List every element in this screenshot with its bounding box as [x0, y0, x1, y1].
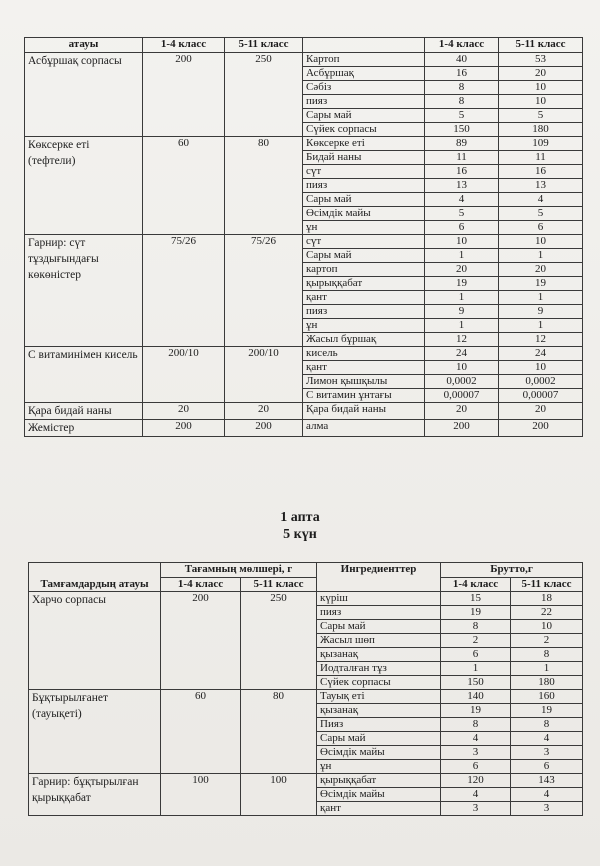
ingredient-1-4: 13 — [425, 179, 499, 193]
ingredient-name: пияз — [317, 606, 441, 620]
ingredient-1-4: 150 — [441, 676, 511, 690]
ingredient-name: қырыққабат — [303, 277, 425, 291]
header-1-4: 1-4 класс — [143, 38, 225, 53]
dish-amount-5-11: 200/10 — [225, 347, 303, 403]
ingredient-1-4: 1 — [425, 291, 499, 305]
ingredient-1-4: 8 — [425, 95, 499, 109]
ingredient-1-4: 16 — [425, 165, 499, 179]
ingredient-name: С витамин ұнтағы — [303, 389, 425, 403]
ingredient-name: Жасыл шөп — [317, 634, 441, 648]
ingredient-1-4: 24 — [425, 347, 499, 361]
ingredient-1-4: 150 — [425, 123, 499, 137]
ingredient-name: Сары май — [303, 249, 425, 263]
ingredient-5-11: 11 — [499, 151, 583, 165]
ingredient-5-11: 4 — [511, 788, 583, 802]
ingredient-name: пияз — [303, 179, 425, 193]
ingredient-5-11: 10 — [499, 235, 583, 249]
ingredient-name: картоп — [303, 263, 425, 277]
ingredient-5-11: 4 — [511, 732, 583, 746]
ingredient-5-11: 20 — [499, 67, 583, 81]
dish-amount-5-11: 75/26 — [225, 235, 303, 347]
dish-name: Гарнир: сүт тұздығындағы көкөністер — [25, 235, 143, 347]
ingredient-name: Тауық еті — [317, 690, 441, 704]
header-5-11: 5-11 класс — [225, 38, 303, 53]
ingredient-1-4: 5 — [425, 109, 499, 123]
dish-amount-1-4: 60 — [143, 137, 225, 235]
ingredient-1-4: 89 — [425, 137, 499, 151]
ingredient-1-4: 120 — [441, 774, 511, 788]
ingredient-5-11: 18 — [511, 592, 583, 606]
dish-name: Харчо сорпасы — [29, 592, 161, 690]
table-row — [25, 53, 583, 67]
ingredient-5-11: 109 — [499, 137, 583, 151]
ingredient-name: Асбұршақ — [303, 67, 425, 81]
table-row — [25, 347, 583, 361]
ingredient-name: Өсімдік майы — [317, 746, 441, 760]
ingredient-5-11: 1 — [499, 291, 583, 305]
ingredient-5-11: 2 — [511, 634, 583, 648]
ingredient-1-4: 0,00007 — [425, 389, 499, 403]
header-name: атауы — [25, 38, 143, 53]
header-brutto-5-11: 5-11 класс — [511, 577, 583, 592]
dish-amount-1-4: 200 — [143, 420, 225, 437]
ingredient-name: күріш — [317, 592, 441, 606]
header-5-11: 5-11 класс — [241, 577, 317, 592]
header-1-4: 1-4 класс — [161, 577, 241, 592]
ingredient-name: ұн — [303, 221, 425, 235]
dish-amount-5-11: 250 — [225, 53, 303, 137]
ingredient-name: Сары май — [303, 109, 425, 123]
dish-name: Бұқтырылғанет (тауықеті) — [29, 690, 161, 774]
dish-amount-5-11: 200 — [225, 420, 303, 437]
ingredient-5-11: 6 — [499, 221, 583, 235]
ingredient-5-11: 200 — [499, 420, 583, 437]
dish-amount-1-4: 20 — [143, 403, 225, 420]
ingredient-5-11: 143 — [511, 774, 583, 788]
ingredient-1-4: 11 — [425, 151, 499, 165]
ingredient-name: Сүйек сорпасы — [317, 676, 441, 690]
ingredient-5-11: 9 — [499, 305, 583, 319]
ingredient-5-11: 10 — [499, 95, 583, 109]
ingredient-name: кисель — [303, 347, 425, 361]
table-row — [29, 690, 583, 704]
ingredient-1-4: 3 — [441, 746, 511, 760]
dish-amount-5-11: 250 — [241, 592, 317, 690]
ingredient-5-11: 0,00007 — [499, 389, 583, 403]
ingredient-1-4: 20 — [425, 263, 499, 277]
ingredient-name: Өсімдік майы — [303, 207, 425, 221]
ingredient-name: Лимон қышқылы — [303, 375, 425, 389]
ingredient-5-11: 19 — [499, 277, 583, 291]
ingredient-1-4: 3 — [441, 802, 511, 816]
ingredient-5-11: 20 — [499, 263, 583, 277]
dish-name: Көксерке еті (тефтели) — [25, 137, 143, 235]
ingredient-1-4: 8 — [441, 620, 511, 634]
ingredient-5-11: 180 — [499, 123, 583, 137]
table-row — [25, 420, 583, 437]
header-dish-name: Тамғамдардың атауы — [29, 563, 161, 592]
ingredient-name: ұн — [303, 319, 425, 333]
dish-name: Қара бидай наны — [25, 403, 143, 420]
ingredient-name: Сүйек сорпасы — [303, 123, 425, 137]
dish-amount-5-11: 80 — [225, 137, 303, 235]
ingredient-1-4: 8 — [441, 718, 511, 732]
ingredient-name: қант — [303, 291, 425, 305]
dish-amount-1-4: 75/26 — [143, 235, 225, 347]
ingredient-5-11: 22 — [511, 606, 583, 620]
ingredient-5-11: 16 — [499, 165, 583, 179]
ingredient-5-11: 3 — [511, 802, 583, 816]
ingredient-1-4: 200 — [425, 420, 499, 437]
dish-amount-1-4: 200 — [143, 53, 225, 137]
ingredient-1-4: 1 — [441, 662, 511, 676]
ingredient-1-4: 4 — [425, 193, 499, 207]
ingredient-name: Сары май — [303, 193, 425, 207]
ingredient-1-4: 19 — [441, 606, 511, 620]
ingredient-name: қызанақ — [317, 704, 441, 718]
dish-amount-5-11: 80 — [241, 690, 317, 774]
ingredient-1-4: 19 — [425, 277, 499, 291]
ingredient-name: қызанақ — [317, 648, 441, 662]
ingredient-1-4: 140 — [441, 690, 511, 704]
ingredient-5-11: 12 — [499, 333, 583, 347]
dish-amount-1-4: 200/10 — [143, 347, 225, 403]
menu-table-day4 — [24, 37, 583, 437]
header-brutto-1-4: 1-4 класс — [441, 577, 511, 592]
ingredient-name: ұн — [317, 760, 441, 774]
ingredient-1-4: 2 — [441, 634, 511, 648]
ingredient-name: Өсімдік майы — [317, 788, 441, 802]
header-amount: Тағамның мөлшері, г — [161, 563, 317, 578]
ingredient-name: Жасыл бұршақ — [303, 333, 425, 347]
ingredient-name: Сары май — [317, 620, 441, 634]
table-row — [29, 774, 583, 788]
ingredient-5-11: 5 — [499, 109, 583, 123]
header-brutto: Брутто,г — [441, 563, 583, 578]
ingredient-name: пияз — [303, 305, 425, 319]
ingredient-name: сүт — [303, 235, 425, 249]
ingredient-1-4: 1 — [425, 249, 499, 263]
ingredient-name: Сары май — [317, 732, 441, 746]
ingredient-1-4: 15 — [441, 592, 511, 606]
ingredient-name: қант — [303, 361, 425, 375]
ingredient-5-11: 10 — [511, 620, 583, 634]
header-ing-1-4: 1-4 класс — [425, 38, 499, 53]
ingredient-1-4: 4 — [441, 732, 511, 746]
table-row — [25, 137, 583, 151]
ingredient-5-11: 160 — [511, 690, 583, 704]
dish-amount-1-4: 100 — [161, 774, 241, 816]
ingredient-name: пияз — [303, 95, 425, 109]
ingredient-5-11: 8 — [511, 648, 583, 662]
dish-amount-5-11: 100 — [241, 774, 317, 816]
ingredient-1-4: 6 — [441, 760, 511, 774]
ingredient-name: Иодталған тұз — [317, 662, 441, 676]
ingredient-1-4: 4 — [441, 788, 511, 802]
header-ing-5-11: 5-11 класс — [499, 38, 583, 53]
ingredient-name: Көксерке еті — [303, 137, 425, 151]
ingredient-5-11: 180 — [511, 676, 583, 690]
dish-amount-1-4: 60 — [161, 690, 241, 774]
ingredient-name: Картоп — [303, 53, 425, 67]
ingredient-1-4: 6 — [441, 648, 511, 662]
dish-amount-5-11: 20 — [225, 403, 303, 420]
ingredient-1-4: 0,0002 — [425, 375, 499, 389]
ingredient-5-11: 5 — [499, 207, 583, 221]
ingredient-name: Бидай наны — [303, 151, 425, 165]
dish-name: Гарнир: бұқтырылған қырыққабат — [29, 774, 161, 816]
ingredient-1-4: 40 — [425, 53, 499, 67]
dish-name: Асбұршақ сорпасы — [25, 53, 143, 137]
ingredient-name: қант — [317, 802, 441, 816]
ingredient-5-11: 19 — [511, 704, 583, 718]
ingredient-1-4: 9 — [425, 305, 499, 319]
ingredient-1-4: 6 — [425, 221, 499, 235]
ingredient-name: Пияз — [317, 718, 441, 732]
ingredient-1-4: 10 — [425, 235, 499, 249]
table-row — [29, 592, 583, 606]
dish-name: С витаминімен кисель — [25, 347, 143, 403]
ingredient-1-4: 19 — [441, 704, 511, 718]
ingredient-5-11: 1 — [499, 249, 583, 263]
menu-table-day5 — [28, 562, 583, 816]
ingredient-5-11: 24 — [499, 347, 583, 361]
header-ingredient — [303, 38, 425, 53]
ingredient-1-4: 10 — [425, 361, 499, 375]
ingredient-5-11: 3 — [511, 746, 583, 760]
ingredient-1-4: 1 — [425, 319, 499, 333]
ingredient-5-11: 0,0002 — [499, 375, 583, 389]
table-row — [25, 235, 583, 249]
dish-amount-1-4: 200 — [161, 592, 241, 690]
ingredient-1-4: 8 — [425, 81, 499, 95]
ingredient-5-11: 10 — [499, 81, 583, 95]
ingredient-5-11: 4 — [499, 193, 583, 207]
ingredient-name: алма — [303, 420, 425, 437]
week-title: 1 апта — [280, 510, 320, 525]
ingredient-1-4: 12 — [425, 333, 499, 347]
ingredient-5-11: 53 — [499, 53, 583, 67]
ingredient-1-4: 20 — [425, 403, 499, 420]
ingredient-1-4: 16 — [425, 67, 499, 81]
ingredient-5-11: 13 — [499, 179, 583, 193]
ingredient-name: сүт — [303, 165, 425, 179]
ingredient-1-4: 5 — [425, 207, 499, 221]
day-title: 5 күн — [283, 527, 317, 542]
ingredient-5-11: 8 — [511, 718, 583, 732]
header-ingredients: Ингредиенттер — [317, 563, 441, 592]
ingredient-name: Сәбіз — [303, 81, 425, 95]
ingredient-5-11: 20 — [499, 403, 583, 420]
ingredient-5-11: 6 — [511, 760, 583, 774]
table-row — [25, 403, 583, 420]
ingredient-name: қырыққабат — [317, 774, 441, 788]
ingredient-5-11: 1 — [499, 319, 583, 333]
dish-name: Жемістер — [25, 420, 143, 437]
ingredient-5-11: 1 — [511, 662, 583, 676]
ingredient-5-11: 10 — [499, 361, 583, 375]
ingredient-name: Қара бидай наны — [303, 403, 425, 420]
